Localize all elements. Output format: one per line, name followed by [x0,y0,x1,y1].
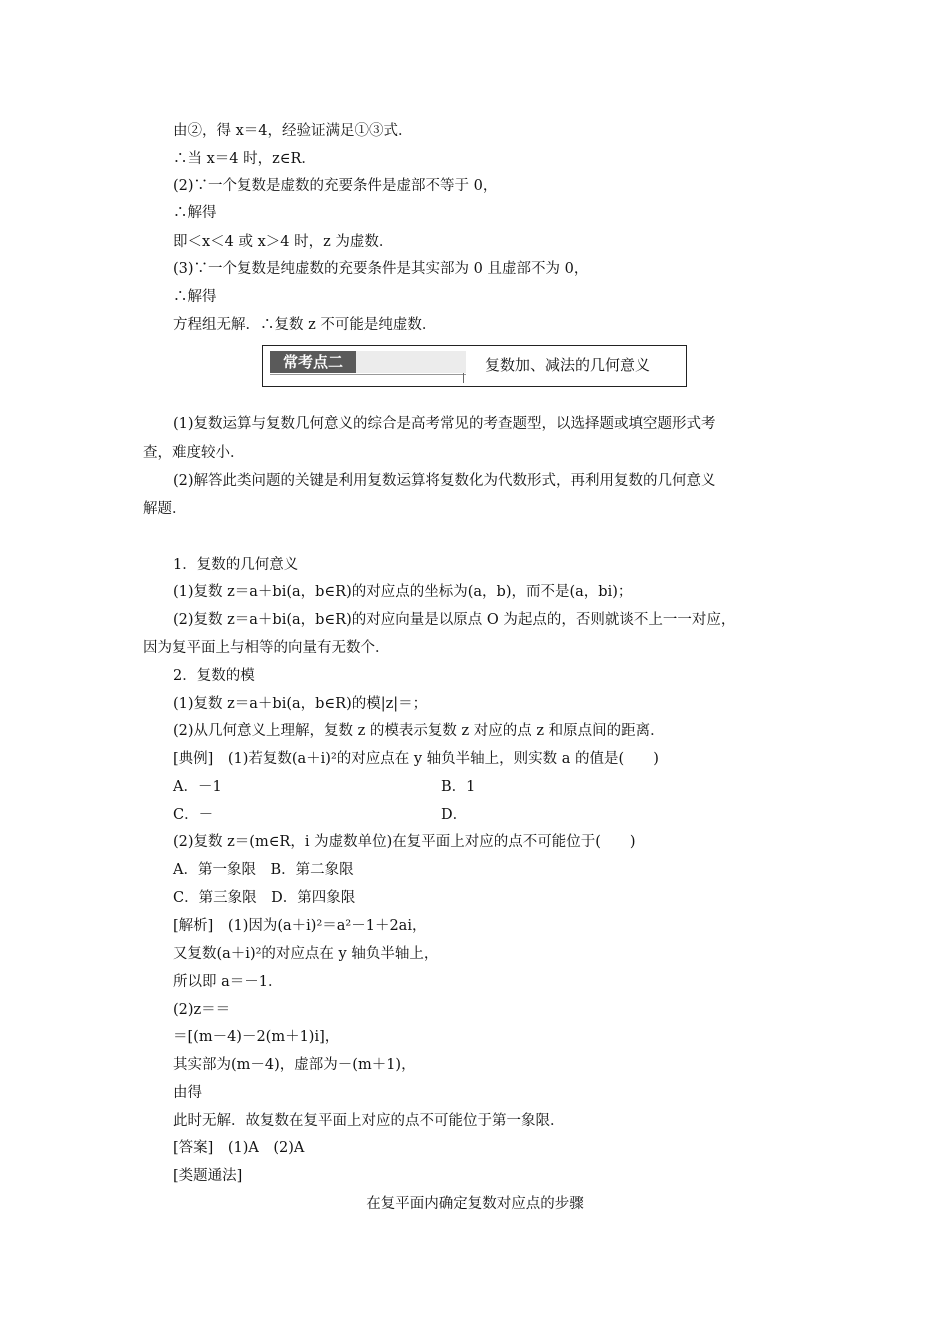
text-line: (1)复数 z＝a＋bi(a，b∈R)的模|z|＝； [173,696,428,712]
text-line: 1．复数的几何意义 [173,557,299,573]
text-line: [类题通法] [173,1168,243,1184]
option-b: B．1 [441,779,476,795]
text-line: 2．复数的模 [173,668,255,684]
section-title: 复数加、减法的几何意义 [485,356,651,374]
text-line: (1)复数运算与复数几何意义的综合是高考常见的考查题型，以选择题或填空题形式考 [173,416,716,432]
text-line: [解析] (1)因为(a＋i)²＝a²－1＋2ai， [173,918,427,934]
text-line: C．第三象限 D．第四象限 [173,890,356,906]
text-line: (2)复数 z＝a＋bi(a，b∈R)的对应向量是以原点 O 为起点的，否则就谈不上一一对应， [173,612,736,628]
text-line: 因为复平面上与相等的向量有无数个． [143,640,390,656]
text-line: [典例] (1)若复数(a＋i)²的对应点在 y 轴负半轴上，则实数 a 的值是( ) [173,751,659,767]
text-line: (3)∵一个复数是纯虚数的充要条件是其实部为 0 且虚部不为 0， [173,261,589,277]
text-line: ＝[(m－4)－2(m＋1)i]， [173,1029,340,1045]
text-line: [答案] (1)A (2)A [173,1140,305,1156]
text-line: A．第一象限 B．第二象限 [173,862,354,878]
tag-background [356,351,466,373]
option-c: C．－ [173,807,214,823]
section-tag: 常考点二 [270,351,356,373]
text-line: ∴解得 [173,289,217,305]
text-line: (2)解答此类问题的关键是利用复数运算将复数化为代数形式，再利用复数的几何意义 [173,473,716,489]
text-line: 即＜x＜4 或 x＞4 时，z 为虚数． [173,234,394,250]
text-line: (2)z＝＝ [173,1002,231,1018]
text-line: (1)复数 z＝a＋bi(a，b∈R)的对应点的坐标为(a，b)，而不是(a，bi)； [173,584,633,600]
text-line: 解题． [143,501,187,517]
option-a: A．－1 [173,779,222,795]
text-line: 所以即 a＝－1． [173,974,283,990]
text-line: 又复数(a＋i)²的对应点在 y 轴负半轴上， [173,946,439,962]
text-line: 由②，得 x＝4，经验证满足①③式． [173,123,413,139]
closing-heading: 在复平面内确定复数对应点的步骤 [366,1196,584,1212]
tag-tick [463,373,464,383]
text-line: ∴解得 [173,205,217,221]
section-banner [262,345,687,387]
text-line: (2)复数 z＝(m∈R，i 为虚数单位)在复平面上对应的点不可能位于( ) [173,834,636,850]
text-line: 此时无解．故复数在复平面上对应的点不可能位于第一象限． [173,1113,565,1129]
tag-underline [270,374,466,375]
text-line: ∴当 x＝4 时，z∈R． [173,151,316,167]
text-line: 方程组无解．∴复数 z 不可能是纯虚数． [173,317,437,333]
text-line: (2)∵一个复数是虚数的充要条件是虚部不等于 0， [173,178,498,194]
text-line: 其实部为(m－4)，虚部为－(m＋1)， [173,1057,416,1073]
option-d: D． [441,807,468,823]
text-line: 查，难度较小． [143,445,245,461]
text-line: 由得 [173,1085,202,1101]
text-line: (2)从几何意义上理解，复数 z 的模表示复数 z 对应的点 z 和原点间的距离． [173,723,665,739]
